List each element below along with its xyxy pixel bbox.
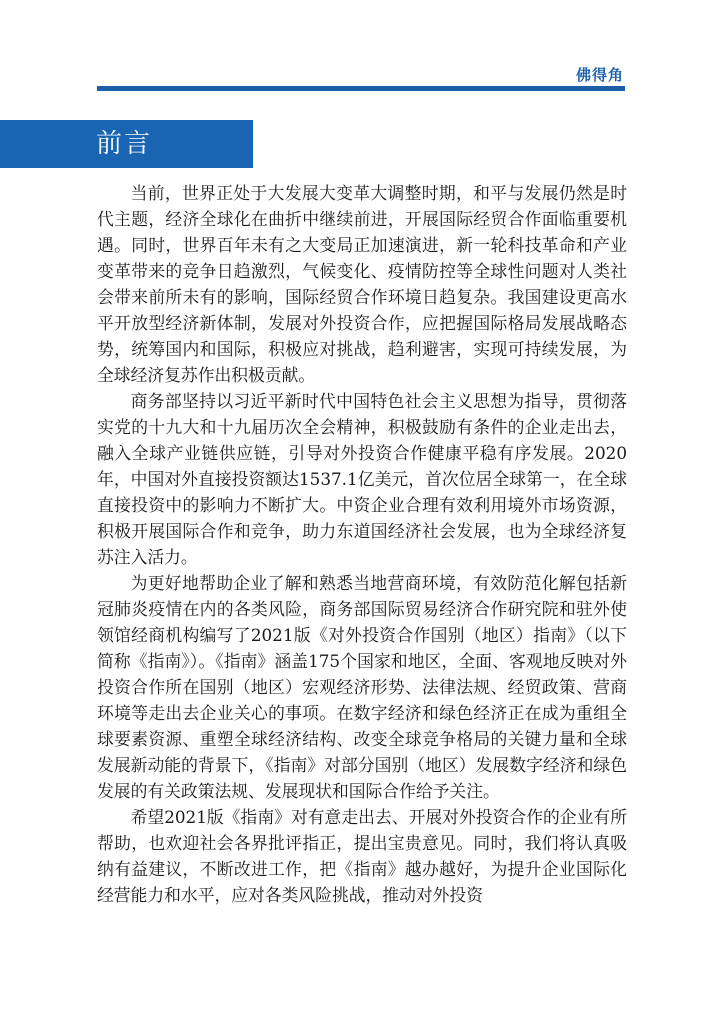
header-rule	[97, 86, 625, 91]
paragraph: 希望2021版《指南》对有意走出去、开展对外投资合作的企业有所帮助，也欢迎社会各界批评指正，提出宝贵意见。同时，我们将认真吸纳有益建议，不断改进工作，把《指南》越办越好，为提升企业国际化经营能力和水平，应对各类风险挑战，推动对外投资	[97, 807, 627, 905]
paragraph: 商务部坚持以习近平新时代中国特色社会主义思想为指导，贯彻落实党的十九大和十九届历次全会精神，积极鼓励有条件的企业走出去，融入全球产业链供应链，引导对外投资合作健康平稳有序发展。2020年，中国对外直接投资额达1537.1亿美元，首次位居全球第一，在全球直接投资中的影响力不断扩大。中资企业合理有效利用境外市场资源，积极开展国际合作和竞争，助力东道国经济社会发展，也为全球经济复苏注入活力。	[97, 391, 627, 567]
section-title-band	[0, 120, 253, 168]
running-header-country: 佛得角	[575, 66, 624, 84]
section-title: 前言	[96, 129, 153, 159]
body-text	[97, 180, 627, 908]
paragraph: 当前，世界正处于大发展大变革大调整时期，和平与发展仍然是时代主题，经济全球化在曲折中继续前进，开展国际经贸合作面临重要机遇。同时，世界百年未有之大变局正加速演进，新一轮科技革命和产业变革带来的竞争日趋激烈，气候变化、疫情防控等全球性问题对人类社会带来前所未有的影响，国际经贸合作环境日趋复杂。我国建设更高水平开放型经济新体制，发展对外投资合作，应把握国际格局发展战略态势，统筹国内和国际，积极应对挑战，趋利避害，实现可持续发展，为全球经济复苏作出积极贡献。	[97, 183, 627, 385]
paragraph: 为更好地帮助企业了解和熟悉当地营商环境，有效防范化解包括新冠肺炎疫情在内的各类风险，商务部国际贸易经济合作研究院和驻外使领馆经商机构编写了2021版《对外投资合作国别（地区）指南》（以下简称《指南》）。《指南》涵盖175个国家和地区，全面、客观地反映对外投资合作所在国别（地区）宏观经济形势、法律法规、经贸政策、营商环境等走出去企业关心的事项。在数字经济和绿色经济正在成为重组全球要素资源、重塑全球经济结构、改变全球竞争格局的关键力量和全球发展新动能的背景下，《指南》对部分国别（地区）发展数字经济和绿色发展的有关政策法规、发展现状和国际合作给予关注。	[97, 573, 627, 801]
